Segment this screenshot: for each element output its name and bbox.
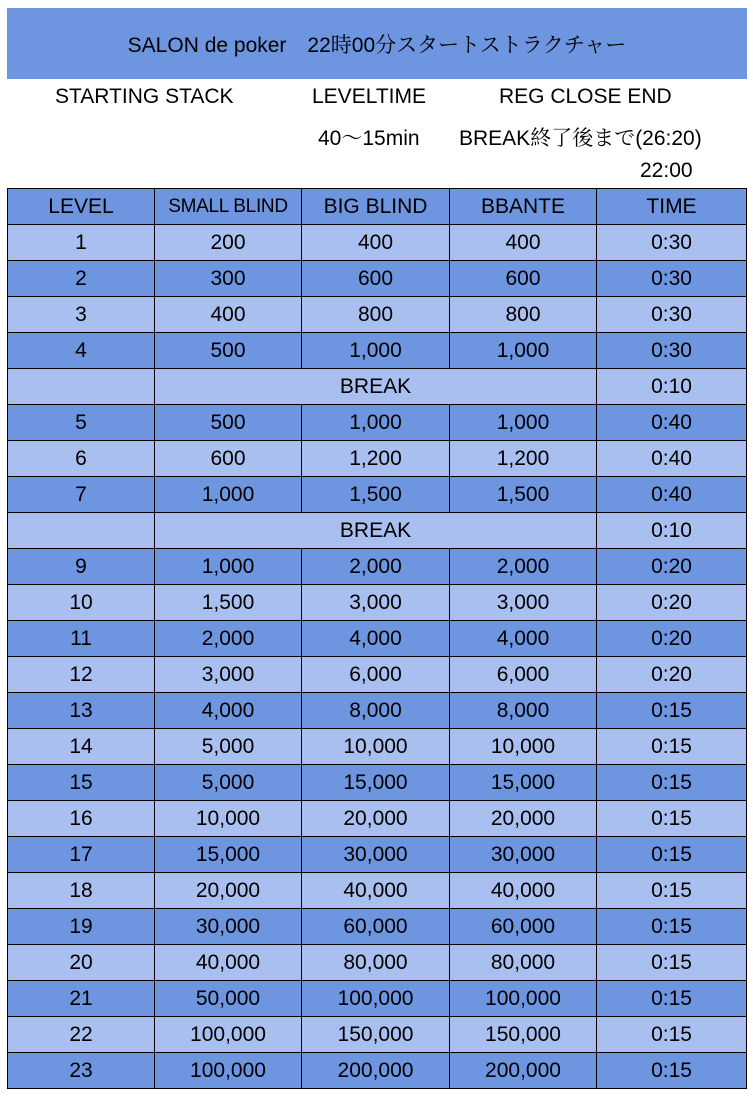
- table-row: [8, 909, 747, 945]
- break-level-cell: [8, 369, 155, 405]
- table-row: [8, 549, 747, 585]
- time-cell: 0:15: [597, 1017, 747, 1053]
- level-cell: 7: [8, 477, 155, 513]
- bbante-cell: 80,000: [450, 945, 597, 981]
- level-cell: 18: [8, 873, 155, 909]
- bbante-cell: 400: [450, 225, 597, 261]
- big-blind-cell: 40,000: [302, 873, 450, 909]
- big-blind-cell: 600: [302, 261, 450, 297]
- big-blind-cell: 100,000: [302, 981, 450, 1017]
- time-cell: 0:15: [597, 1053, 747, 1089]
- table-row: [8, 441, 747, 477]
- level-cell: 1: [8, 225, 155, 261]
- break-label: BREAK: [155, 369, 597, 405]
- small-blind-cell: 600: [155, 441, 302, 477]
- small-blind-cell: 400: [155, 297, 302, 333]
- small-blind-cell: 5,000: [155, 765, 302, 801]
- table-row: [8, 729, 747, 765]
- table-row: [8, 801, 747, 837]
- table-header-row: [8, 189, 747, 225]
- big-blind-cell: 400: [302, 225, 450, 261]
- level-cell: 17: [8, 837, 155, 873]
- leveltime-value: 40～15min: [318, 127, 420, 150]
- small-blind-cell: 3,000: [155, 657, 302, 693]
- table-row: [8, 1017, 747, 1053]
- table-row: [8, 873, 747, 909]
- big-blind-cell: 3,000: [302, 585, 450, 621]
- small-blind-cell: 40,000: [155, 945, 302, 981]
- table-row: [8, 837, 747, 873]
- table-row: [8, 1053, 747, 1089]
- bbante-cell: 1,000: [450, 405, 597, 441]
- level-cell: 6: [8, 441, 155, 477]
- blind-structure-table: [7, 188, 747, 1089]
- time-cell: 0:30: [597, 261, 747, 297]
- small-blind-cell: 300: [155, 261, 302, 297]
- big-blind-cell: 800: [302, 297, 450, 333]
- small-blind-cell: 100,000: [155, 1053, 302, 1089]
- time-cell: 0:40: [597, 405, 747, 441]
- level-cell: 14: [8, 729, 155, 765]
- level-cell: 12: [8, 657, 155, 693]
- header-bbante: BBANTE: [450, 189, 597, 225]
- level-cell: 3: [8, 297, 155, 333]
- level-cell: 5: [8, 405, 155, 441]
- time-cell: 0:15: [597, 693, 747, 729]
- small-blind-cell: 10,000: [155, 801, 302, 837]
- level-cell: 10: [8, 585, 155, 621]
- table-row: [8, 621, 747, 657]
- level-cell: 13: [8, 693, 155, 729]
- big-blind-cell: 80,000: [302, 945, 450, 981]
- time-cell: 0:20: [597, 549, 747, 585]
- bbante-cell: 40,000: [450, 873, 597, 909]
- time-cell: 0:15: [597, 909, 747, 945]
- header-level: LEVEL: [8, 189, 155, 225]
- level-cell: 20: [8, 945, 155, 981]
- bbante-cell: 60,000: [450, 909, 597, 945]
- level-cell: 21: [8, 981, 155, 1017]
- table-row: [8, 981, 747, 1017]
- time-cell: 0:40: [597, 441, 747, 477]
- big-blind-cell: 1,500: [302, 477, 450, 513]
- small-blind-cell: 4,000: [155, 693, 302, 729]
- time-cell: 0:15: [597, 837, 747, 873]
- time-cell: 0:20: [597, 621, 747, 657]
- big-blind-cell: 15,000: [302, 765, 450, 801]
- page-title: SALON de poker 22時00分スタートストラクチャー: [127, 33, 627, 57]
- time-cell: 0:15: [597, 981, 747, 1017]
- bbante-cell: 8,000: [450, 693, 597, 729]
- bbante-cell: 2,000: [450, 549, 597, 585]
- bbante-cell: 1,500: [450, 477, 597, 513]
- big-blind-cell: 150,000: [302, 1017, 450, 1053]
- break-row: [8, 369, 747, 405]
- header-time: TIME: [597, 189, 747, 225]
- bbante-cell: 3,000: [450, 585, 597, 621]
- bbante-cell: 600: [450, 261, 597, 297]
- time-cell: 0:15: [597, 801, 747, 837]
- big-blind-cell: 200,000: [302, 1053, 450, 1089]
- small-blind-cell: 500: [155, 405, 302, 441]
- time-cell: 0:10: [597, 513, 747, 549]
- time-cell: 0:40: [597, 477, 747, 513]
- level-cell: 2: [8, 261, 155, 297]
- time-cell: 0:15: [597, 873, 747, 909]
- time-cell: 0:10: [597, 369, 747, 405]
- header-big-blind: BIG BLIND: [302, 189, 450, 225]
- level-cell: 16: [8, 801, 155, 837]
- time-cell: 0:30: [597, 225, 747, 261]
- reg-close-value: BREAK終了後まで(26:20): [459, 127, 702, 150]
- small-blind-cell: 100,000: [155, 1017, 302, 1053]
- bbante-cell: 150,000: [450, 1017, 597, 1053]
- bbante-cell: 800: [450, 297, 597, 333]
- small-blind-cell: 1,500: [155, 585, 302, 621]
- level-cell: 22: [8, 1017, 155, 1053]
- table-row: [8, 333, 747, 369]
- level-cell: 23: [8, 1053, 155, 1089]
- big-blind-cell: 20,000: [302, 801, 450, 837]
- time-cell: 0:30: [597, 333, 747, 369]
- bbante-cell: 1,000: [450, 333, 597, 369]
- time-cell: 0:15: [597, 765, 747, 801]
- small-blind-cell: 5,000: [155, 729, 302, 765]
- bbante-cell: 30,000: [450, 837, 597, 873]
- table-row: [8, 657, 747, 693]
- big-blind-cell: 1,000: [302, 333, 450, 369]
- big-blind-cell: 60,000: [302, 909, 450, 945]
- big-blind-cell: 1,200: [302, 441, 450, 477]
- small-blind-cell: 200: [155, 225, 302, 261]
- bbante-cell: 15,000: [450, 765, 597, 801]
- table-row: [8, 261, 747, 297]
- time-cell: 0:30: [597, 297, 747, 333]
- small-blind-cell: 30,000: [155, 909, 302, 945]
- small-blind-cell: 15,000: [155, 837, 302, 873]
- big-blind-cell: 1,000: [302, 405, 450, 441]
- break-label: BREAK: [155, 513, 597, 549]
- table-row: [8, 585, 747, 621]
- small-blind-cell: 50,000: [155, 981, 302, 1017]
- starting-stack-label: STARTING STACK: [55, 85, 234, 108]
- bbante-cell: 20,000: [450, 801, 597, 837]
- bbante-cell: 6,000: [450, 657, 597, 693]
- small-blind-cell: 2,000: [155, 621, 302, 657]
- time-cell: 0:15: [597, 945, 747, 981]
- bbante-cell: 10,000: [450, 729, 597, 765]
- title-bar: [7, 8, 747, 79]
- time-cell: 0:20: [597, 585, 747, 621]
- reg-close-label: REG CLOSE END: [499, 85, 672, 108]
- table-row: [8, 405, 747, 441]
- header-small-blind: SMALL BLIND: [155, 189, 302, 225]
- table-row: [8, 297, 747, 333]
- small-blind-cell: 20,000: [155, 873, 302, 909]
- bbante-cell: 4,000: [450, 621, 597, 657]
- start-time: 22:00: [640, 159, 693, 182]
- level-cell: 19: [8, 909, 155, 945]
- bbante-cell: 100,000: [450, 981, 597, 1017]
- small-blind-cell: 1,000: [155, 549, 302, 585]
- leveltime-label: LEVELTIME: [312, 85, 426, 108]
- table-row: [8, 477, 747, 513]
- break-row: [8, 513, 747, 549]
- big-blind-cell: 6,000: [302, 657, 450, 693]
- table-row: [8, 945, 747, 981]
- big-blind-cell: 2,000: [302, 549, 450, 585]
- big-blind-cell: 8,000: [302, 693, 450, 729]
- small-blind-cell: 1,000: [155, 477, 302, 513]
- time-cell: 0:15: [597, 729, 747, 765]
- small-blind-cell: 500: [155, 333, 302, 369]
- level-cell: 15: [8, 765, 155, 801]
- big-blind-cell: 30,000: [302, 837, 450, 873]
- level-cell: 9: [8, 549, 155, 585]
- time-cell: 0:20: [597, 657, 747, 693]
- level-cell: 11: [8, 621, 155, 657]
- bbante-cell: 200,000: [450, 1053, 597, 1089]
- big-blind-cell: 4,000: [302, 621, 450, 657]
- table-row: [8, 225, 747, 261]
- bbante-cell: 1,200: [450, 441, 597, 477]
- table-row: [8, 765, 747, 801]
- table-row: [8, 693, 747, 729]
- big-blind-cell: 10,000: [302, 729, 450, 765]
- level-cell: 4: [8, 333, 155, 369]
- break-level-cell: [8, 513, 155, 549]
